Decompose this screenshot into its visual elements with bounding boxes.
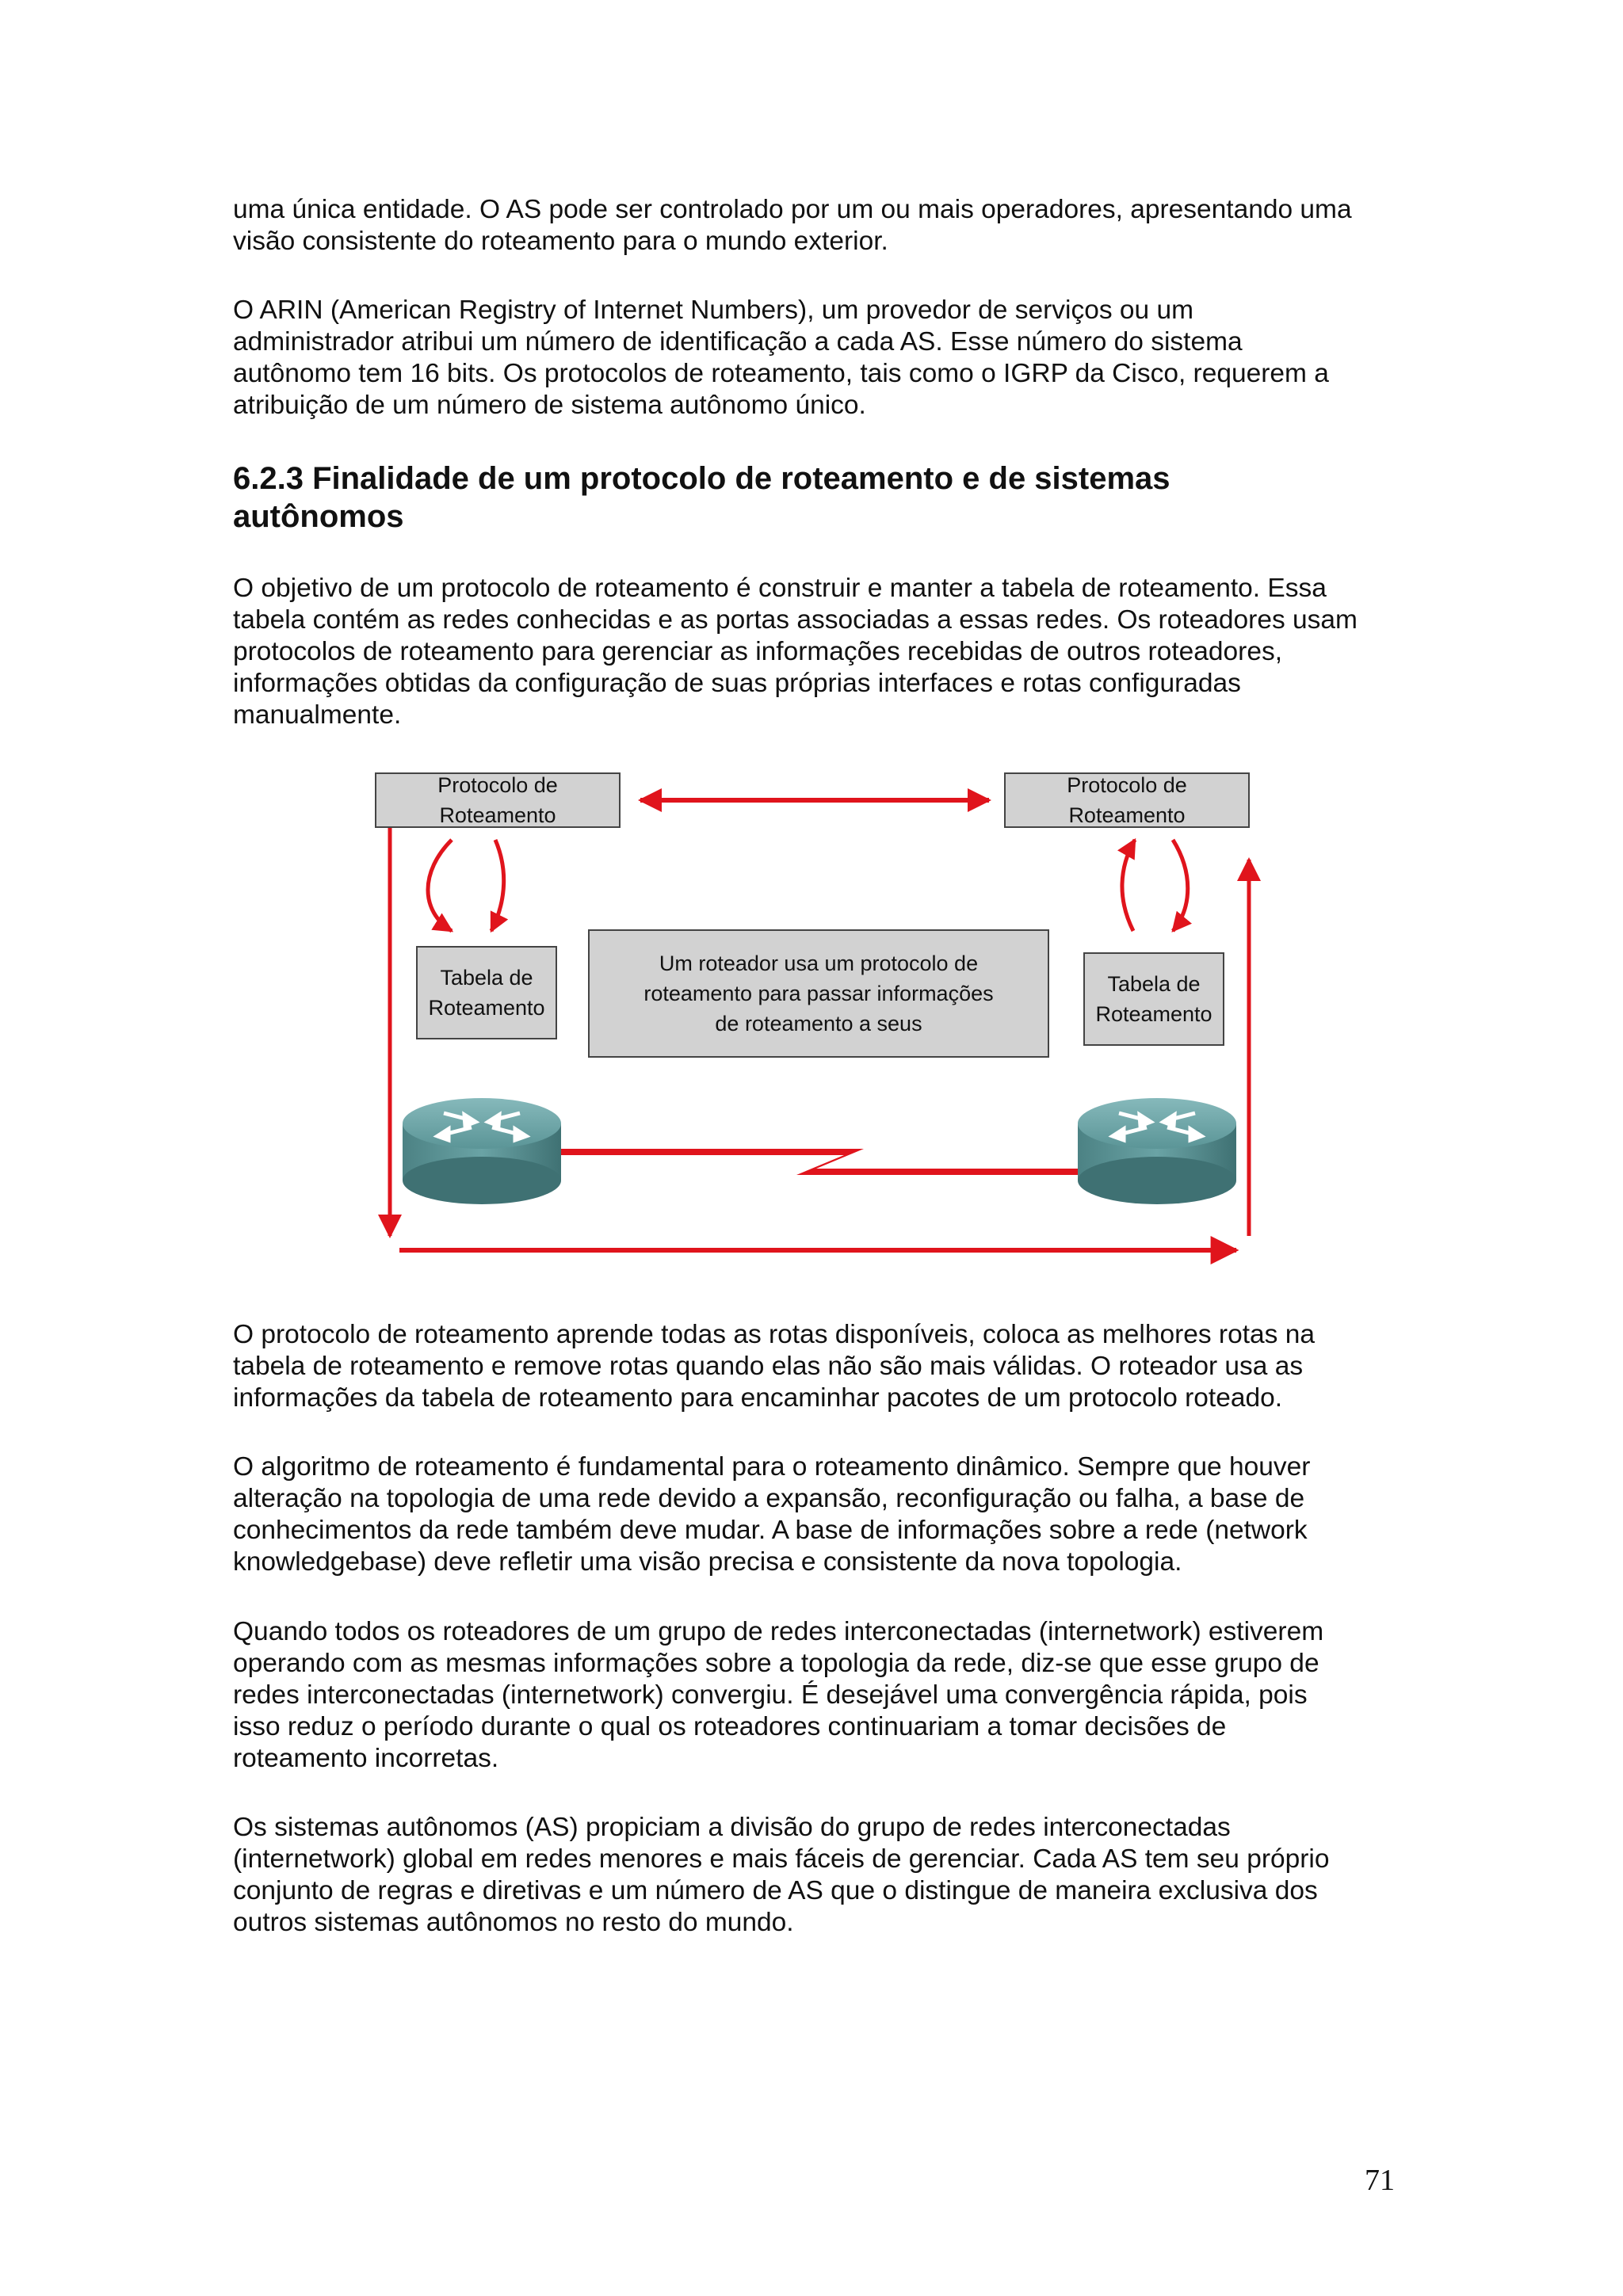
paragraph-text: uma única entidade. O AS pode ser controlado por um ou mais operadores, apresentando uma visão consistente do roteamento para o mundo exterior. [233,195,1352,256]
paragraph-protocol-learns [233,1319,1398,1414]
paragraph-text: O protocolo de roteamento aprende todas as rotas disponíveis, coloca as melhores rotas na tabela de roteamento e remove rotas quando elas não são mais válidas. O roteador usa as informações da tabela de roteamento para encaminhar pacotes de um protocolo roteado. [233,1320,1315,1413]
right-curve-arrow-up [1122,840,1135,931]
paragraph-text: Quando todos os roteadores de um grupo de redes interconectadas (internetwork) estiverem operando com as mesmas informações sobre a topologia da rede, diz-se que esse grupo de redes interconectadas (internetwork) convergiu. É desejável uma convergência rápida, pois isso reduz o período durante o qual os roteadores continuariam a tomar decisões de roteamento incorretas. [233,1617,1324,1773]
paragraph-text: Os sistemas autônomos (AS) propiciam a divisão do grupo de redes interconectadas (internetwork) global em redes menores e mais fáceis de gerenciar. Cada AS tem seu próprio conjunto de regras e diretivas e um número de AS que o distingue de maneira exclusiva dos outros sistemas autônomos no resto do mundo. [233,1813,1330,1937]
right-router-icon [1078,1098,1236,1204]
left-router-icon [403,1098,561,1204]
paragraph-arin [233,295,1398,421]
right-curve-arrow-down [1173,840,1188,931]
section-title: 6.2.3 Finalidade de um protocolo de roteamento e de sistemas autônomos [233,461,1170,534]
right-table-box: Tabela de Roteamento [1083,952,1224,1046]
paragraph-autonomous-systems [233,1812,1398,1939]
left-protocol-box: Protocolo de Roteamento [375,772,621,828]
paragraph-text: O objetivo de um protocolo de roteamento é construir e manter a tabela de roteamento. Essa tabela contém as redes conhecidas e as portas associadas a essas redes. Os roteadores usam protocolos de roteamento para gerenciar as informações recebidas de outros roteadores, informações obtidas da configuração de suas próprias interfaces e rotas configuradas manualmente. [233,574,1358,730]
paragraph-text: O ARIN (American Registry of Internet Numbers), um provedor de serviços ou um administrador atribui um número de identificação a cada AS. Esse número do sistema autônomo tem 16 bits. Os protocolos de roteamento, tais como o IGRP da Cisco, requerem a atribuição de um número de sistema autônomo único. [233,296,1329,420]
right-protocol-box: Protocolo de Roteamento [1004,772,1250,828]
left-curve-arrow-down [428,840,452,931]
paragraph-algorithm [233,1451,1398,1578]
paragraph-text: O algoritmo de roteamento é fundamental para o roteamento dinâmico. Sempre que houver alteração na topologia de uma rede devido a expansão, reconfiguração ou falha, a base de conhecimentos da rede também deve mudar. A base de informações sobre a rede (network knowledgebase) deve refletir uma visão precisa e consistente da nova topologia. [233,1452,1311,1577]
left-curve-arrow-up [491,840,504,931]
paragraph-as-intro [233,194,1398,257]
section-heading [233,460,1398,536]
center-info-box: Um roteador usa um protocolo de roteamento para passar informações de roteamento a seus [588,929,1049,1058]
paragraph-convergence [233,1616,1398,1775]
paragraph-objective [233,573,1398,731]
routing-protocol-diagram [365,761,1276,1283]
page-number: 71 [1365,2164,1395,2197]
left-table-box: Tabela de Roteamento [416,946,557,1039]
